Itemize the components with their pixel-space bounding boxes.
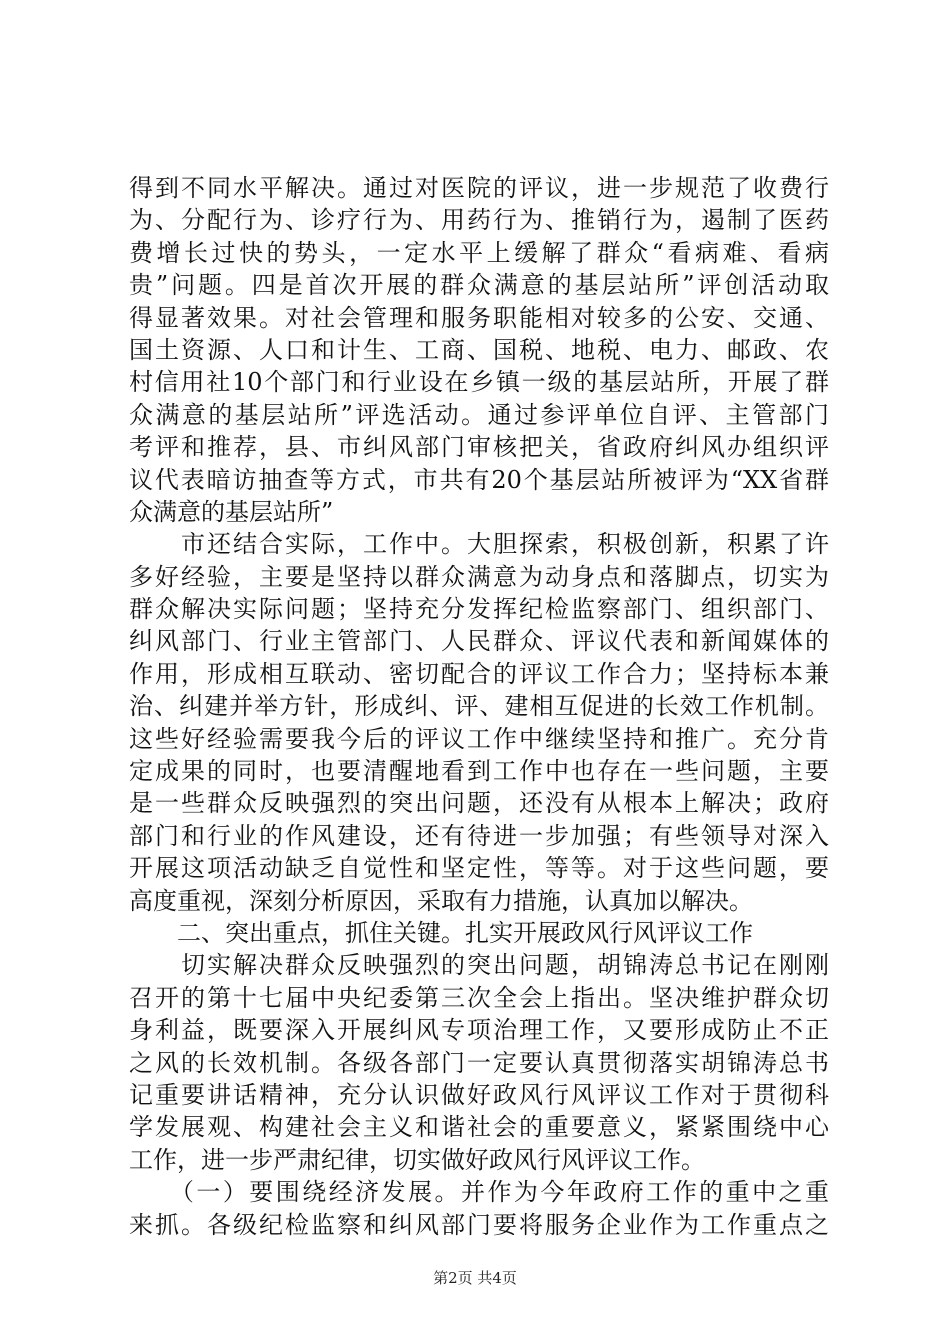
text-line: 市还结合实际，工作中。大胆探索，积极创新，积累了许 [129, 530, 829, 559]
text-line: 治、纠建并举方针，形成纠、评、建相互促进的长效工作机制。 [129, 692, 829, 721]
text-line: 来抓。各级纪检监察和纠风部门要将服务企业作为工作重点之 [129, 1210, 829, 1239]
text-line: 考评和推荐，县、市纠风部门审核把关，省政府纠风办组织评 [129, 433, 829, 462]
text-line: 身利益，既要深入开展纠风专项治理工作，又要形成防止不正 [129, 1016, 829, 1045]
text-line: 切实解决群众反映强烈的突出问题，胡锦涛总书记在刚刚 [129, 951, 829, 980]
text-line: 众满意的基层站所”评选活动。通过参评单位自评、主管部门 [129, 400, 829, 429]
text-line: 为、分配行为、诊疗行为、用药行为、推销行为，遏制了医药 [129, 206, 829, 235]
text-line: 定成果的同时，也要清醒地看到工作中也存在一些问题，主要 [129, 757, 829, 786]
text-line: 这些好经验需要我今后的评议工作中继续坚持和推广。充分肯 [129, 724, 829, 753]
text-line: 议代表暗访抽查等方式，市共有20个基层站所被评为“XX省群 [129, 465, 829, 494]
text-line: 二、突出重点，抓住关键。扎实开展政风行风评议工作 [129, 918, 753, 947]
text-line: 费增长过快的势头，一定水平上缓解了群众“看病难、看病 [129, 238, 829, 267]
document-body [129, 172, 829, 1241]
text-line: 之风的长效机制。各级各部门一定要认真贯彻落实胡锦涛总书 [129, 1048, 829, 1077]
text-line: （一）要围绕经济发展。并作为今年政府工作的重中之重 [129, 1178, 829, 1207]
text-line: 众满意的基层站所” [129, 497, 334, 526]
text-line: 村信用社10个部门和行业设在乡镇一级的基层站所，开展了群 [129, 368, 829, 397]
text-line: 纠风部门、行业主管部门、人民群众、评议代表和新闻媒体的 [129, 627, 829, 656]
text-line: 开展这项活动缺乏自觉性和坚定性，等等。对于这些问题，要 [129, 854, 829, 883]
text-line: 记重要讲话精神，充分认识做好政风行风评议工作对于贯彻科 [129, 1080, 829, 1109]
text-line: 得显著效果。对社会管理和服务职能相对较多的公安、交通、 [129, 303, 829, 332]
text-line: 作用，形成相互联动、密切配合的评议工作合力；坚持标本兼 [129, 659, 829, 688]
text-line: 群众解决实际问题；坚持充分发挥纪检监察部门、组织部门、 [129, 595, 829, 624]
text-line: 贵”问题。四是首次开展的群众满意的基层站所”评创活动取 [129, 271, 829, 300]
text-line: 多好经验，主要是坚持以群众满意为动身点和落脚点，切实为 [129, 562, 829, 591]
text-line: 学发展观、构建社会主义和谐社会的重要意义，紧紧围绕中心 [129, 1113, 829, 1142]
text-line: 是一些群众反映强烈的突出问题，还没有从根本上解决；政府 [129, 789, 829, 818]
text-line: 召开的第十七届中央纪委第三次全会上指出。坚决维护群众切 [129, 983, 829, 1012]
text-line: 得到不同水平解决。通过对医院的评议，进一步规范了收费行 [129, 174, 829, 202]
text-line: 部门和行业的作风建设，还有待进一步加强；有些领导对深入 [129, 821, 829, 850]
page-footer: 第2页 共4页 [433, 1269, 517, 1287]
text-line: 高度重视，深刻分析原因，采取有力措施，认真加以解决。 [129, 886, 753, 915]
text-line: 工作，进一步严肃纪律，切实做好政风行风评议工作。 [129, 1145, 705, 1174]
text-line: 国土资源、人口和计生、工商、国税、地税、电力、邮政、农 [129, 335, 829, 364]
